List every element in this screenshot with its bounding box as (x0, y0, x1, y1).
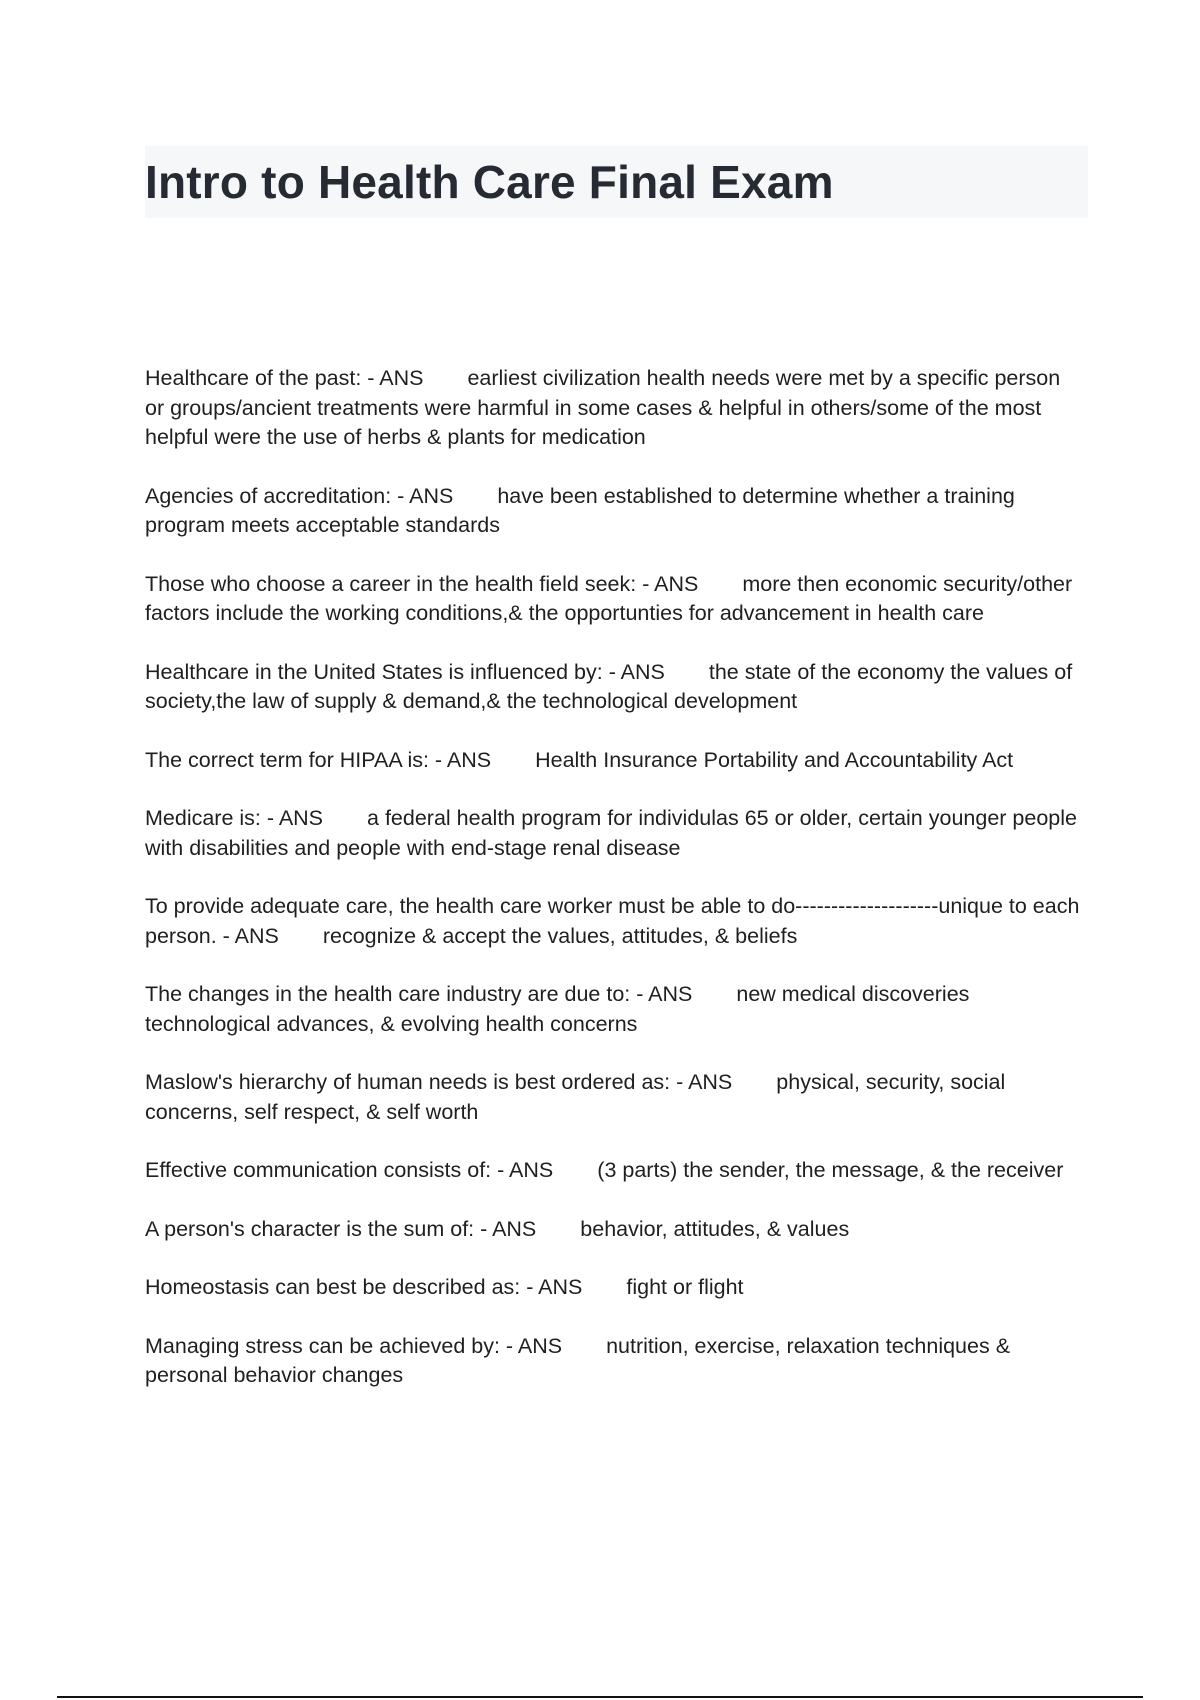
question-text: Homeostasis can best be described as: - ANS (145, 1275, 583, 1299)
qa-item-3 (145, 570, 1085, 629)
qa-item-2 (145, 482, 1085, 541)
question-text: Medicare is: - ANS (145, 806, 324, 830)
qa-item-9 (145, 1068, 1085, 1127)
question-text: Effective communication consists of: - ANS (145, 1158, 554, 1182)
answer-text: Health Insurance Portability and Accountability Act (535, 747, 1014, 772)
footer-divider (57, 1696, 1143, 1698)
answer-text: fight or flight (626, 1275, 744, 1299)
question-text: The correct term for HIPAA is: - ANS (145, 747, 492, 772)
question-text: Those who choose a career in the health field seek: - ANS (145, 571, 699, 596)
question-text: Managing stress can be achieved by: - ANS (145, 1333, 563, 1358)
question-text: Agencies of accreditation: - ANS (145, 483, 454, 508)
qa-item-1 (145, 364, 1085, 453)
question-text: Healthcare of the past: - ANS (145, 366, 424, 390)
answer-text: physical, security, social concerns, self respect, & self worth (145, 1070, 1006, 1124)
answer-text: more then economic security/other factors include the working conditions,& the opportunties for advancement in health care (145, 571, 1073, 625)
answer-text: earliest civilization health needs were met by a specific person or groups/ancient treatments were harmful in some cases & helpful in others/some of the most helpful were the use of herbs & plants for medication (145, 366, 1061, 449)
page-title: Intro to Health Care Final Exam (145, 156, 834, 208)
question-text: Maslow's hierarchy of human needs is best ordered as: - ANS (145, 1070, 733, 1094)
qa-item-13 (145, 1332, 1085, 1391)
answer-text: behavior, attitudes, & values (580, 1216, 850, 1241)
answer-text: a federal health program for individulas 65 or older, certain younger people with disabilities and people with end-stage renal disease (145, 806, 1077, 860)
qa-item-4 (145, 658, 1085, 717)
answer-text: nutrition, exercise, relaxation techniques & personal behavior changes (145, 1333, 1011, 1387)
question-text: The changes in the health care industry are due to: - ANS (145, 982, 693, 1006)
question-text: A person's character is the sum of: - ANS (145, 1216, 537, 1241)
qa-item-11 (145, 1215, 1085, 1245)
qa-item-8 (145, 980, 1085, 1039)
qa-item-6 (145, 804, 1085, 863)
answer-text: have been established to determine whether a training program meets acceptable standards (145, 483, 1015, 537)
answer-text: (3 parts) the sender, the message, & the receiver (597, 1158, 1064, 1182)
qa-item-7 (145, 892, 1085, 951)
qa-item-10 (145, 1156, 1085, 1186)
answer-text: recognize & accept the values, attitudes, & beliefs (322, 923, 798, 948)
answer-text: the state of the economy the values of society,the law of supply & demand,& the technological development (145, 659, 1073, 713)
answer-text: new medical discoveries technological advances, & evolving health concerns (145, 982, 970, 1036)
question-text: Healthcare in the United States is influenced by: - ANS (145, 659, 665, 684)
qa-item-5 (145, 746, 1085, 776)
qa-list (145, 364, 1085, 1420)
question-text: To provide adequate care, the health care worker must be able to do--------------------unique to each person. - ANS (145, 894, 1080, 948)
title-band (145, 146, 1088, 218)
qa-item-12 (145, 1273, 1085, 1303)
